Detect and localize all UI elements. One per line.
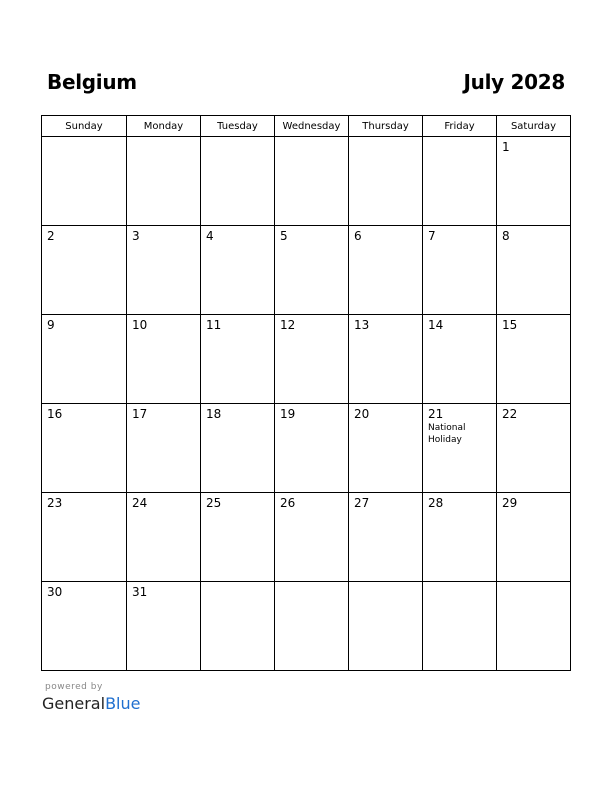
- day-number: [423, 582, 496, 586]
- country-title: Belgium: [47, 70, 137, 94]
- day-cell: [423, 493, 497, 582]
- day-cell: [423, 404, 497, 493]
- day-number: 7: [428, 229, 436, 243]
- day-cell: [349, 137, 423, 226]
- day-cell: [127, 137, 201, 226]
- day-number: 24: [132, 496, 148, 510]
- day-cell: [42, 226, 127, 315]
- day-cell: [201, 226, 275, 315]
- day-number: [275, 582, 348, 586]
- day-number: 23: [47, 496, 63, 510]
- day-cell: [275, 493, 349, 582]
- day-cell: [127, 315, 201, 404]
- day-cell: [275, 315, 349, 404]
- day-cell: [349, 226, 423, 315]
- weekday-header: Sunday: [42, 116, 127, 137]
- day-number: 21: [428, 407, 444, 421]
- day-number: [127, 137, 200, 141]
- weekday-header: Wednesday: [275, 116, 349, 137]
- weekday-header: Thursday: [349, 116, 423, 137]
- weekday-header-row: [42, 116, 571, 137]
- calendar-grid: [41, 115, 571, 671]
- week-row: [42, 226, 571, 315]
- day-cell: [127, 493, 201, 582]
- day-number: [201, 582, 274, 586]
- day-cell: [201, 315, 275, 404]
- day-cell: [127, 582, 201, 671]
- day-cell: [275, 137, 349, 226]
- day-cell: [497, 404, 571, 493]
- day-number: 25: [206, 496, 222, 510]
- day-number: [349, 582, 422, 586]
- day-cell: [201, 582, 275, 671]
- day-number: 10: [132, 318, 148, 332]
- day-number: 14: [428, 318, 444, 332]
- day-number: 18: [206, 407, 222, 421]
- day-number: 3: [132, 229, 140, 243]
- day-cell: [423, 226, 497, 315]
- day-number: [349, 137, 422, 141]
- powered-by-label: powered by: [45, 682, 103, 692]
- day-number: 4: [206, 229, 214, 243]
- day-number: 28: [428, 496, 444, 510]
- day-cell: [497, 137, 571, 226]
- day-number: 2: [47, 229, 55, 243]
- weekday-header: Saturday: [497, 116, 571, 137]
- day-number: 5: [280, 229, 288, 243]
- week-row: [42, 404, 571, 493]
- weekday-header: Monday: [127, 116, 201, 137]
- day-cell: [201, 137, 275, 226]
- day-cell: [42, 404, 127, 493]
- day-cell: [497, 315, 571, 404]
- day-number: 9: [47, 318, 55, 332]
- day-number: 22: [502, 407, 518, 421]
- day-number: 12: [280, 318, 296, 332]
- holiday-label: National Holiday: [428, 423, 466, 445]
- day-cell: [42, 582, 127, 671]
- day-cell: [42, 315, 127, 404]
- day-cell: [201, 493, 275, 582]
- day-cell: [127, 226, 201, 315]
- day-number: 1: [502, 140, 510, 154]
- brand-blue-text: Blue: [105, 694, 141, 713]
- generalblue-logo[interactable]: [42, 694, 140, 713]
- day-cell: [42, 493, 127, 582]
- day-cell: [423, 137, 497, 226]
- week-row: [42, 582, 571, 671]
- day-cell: [42, 137, 127, 226]
- week-row: [42, 493, 571, 582]
- day-number: 11: [206, 318, 222, 332]
- day-number: 17: [132, 407, 148, 421]
- day-cell: [497, 226, 571, 315]
- day-number: 30: [47, 585, 63, 599]
- day-number: [497, 582, 570, 586]
- day-number: [275, 137, 348, 141]
- day-cell: [201, 404, 275, 493]
- day-cell: [423, 315, 497, 404]
- day-number: 16: [47, 407, 63, 421]
- day-number: 8: [502, 229, 510, 243]
- day-cell: [497, 493, 571, 582]
- day-number: 19: [280, 407, 296, 421]
- day-number: 6: [354, 229, 362, 243]
- day-number: 27: [354, 496, 370, 510]
- day-number: [201, 137, 274, 141]
- day-number: 15: [502, 318, 518, 332]
- day-cell: [349, 315, 423, 404]
- day-cell: [127, 404, 201, 493]
- week-row: [42, 137, 571, 226]
- weekday-header: Friday: [423, 116, 497, 137]
- day-number: [42, 137, 126, 141]
- day-cell: [423, 582, 497, 671]
- day-cell: [275, 404, 349, 493]
- day-cell: [349, 582, 423, 671]
- month-year-title: July 2028: [463, 70, 565, 94]
- day-cell: [349, 493, 423, 582]
- day-cell: [349, 404, 423, 493]
- day-number: 20: [354, 407, 370, 421]
- day-number: 31: [132, 585, 148, 599]
- brand-general-text: General: [42, 694, 106, 713]
- weekday-header: Tuesday: [201, 116, 275, 137]
- week-row: [42, 315, 571, 404]
- day-number: [423, 137, 496, 141]
- day-cell: [275, 226, 349, 315]
- day-cell: [497, 582, 571, 671]
- day-number: 26: [280, 496, 296, 510]
- day-number: 13: [354, 318, 370, 332]
- day-number: 29: [502, 496, 518, 510]
- day-cell: [275, 582, 349, 671]
